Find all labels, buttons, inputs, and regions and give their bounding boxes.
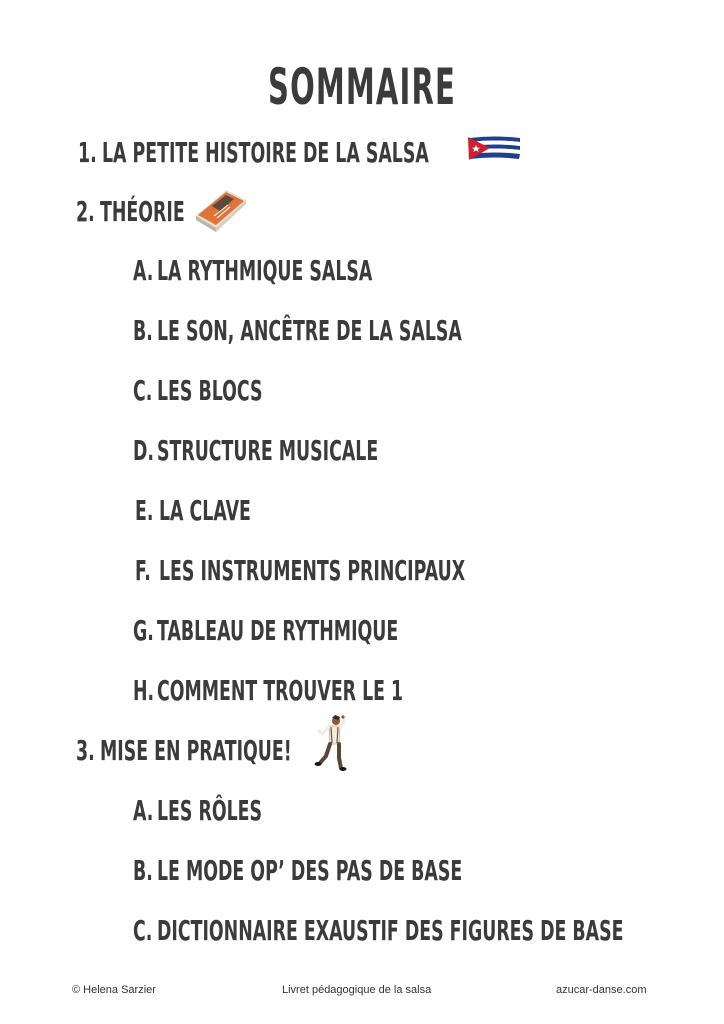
item-letter: A. — [133, 793, 154, 827]
toc-item-2e[interactable] — [135, 490, 307, 530]
footer-booklet-title: Livret pédagogique de la salsa — [282, 984, 432, 996]
toc-item-3a[interactable] — [133, 790, 326, 830]
item-letter: B. — [133, 853, 153, 887]
section-number: 3. — [76, 733, 95, 767]
section-label: LA PETITE HISTOIRE DE LA SALSA — [102, 135, 429, 169]
item-letter: C. — [133, 373, 153, 407]
section-number: 1. — [78, 135, 97, 169]
book-icon — [192, 186, 250, 238]
item-label: LES RÔLES — [157, 793, 263, 827]
toc-item-2f[interactable] — [135, 550, 653, 590]
cuban-flag-icon — [466, 135, 522, 167]
item-letter: B. — [133, 313, 153, 347]
toc-item-2c[interactable] — [133, 370, 327, 410]
item-label: STRUCTURE MUSICALE — [157, 433, 379, 467]
section-number: 2. — [76, 194, 95, 228]
page-title: SOMMAIRE — [268, 58, 456, 116]
toc-item-2b[interactable] — [133, 310, 649, 350]
item-label: TABLEAU DE RYTHMIQUE — [157, 613, 399, 647]
item-label: LA RYTHMIQUE SALSA — [157, 253, 373, 287]
toc-item-3b[interactable] — [133, 850, 649, 890]
item-letter: F. — [135, 553, 151, 587]
section-label: MISE EN PRATIQUE! — [100, 733, 292, 767]
toc-section-3[interactable] — [76, 730, 409, 770]
toc-section-1[interactable] — [78, 132, 629, 172]
toc-item-2d[interactable] — [133, 430, 514, 470]
section-label: THÉORIE — [100, 194, 185, 228]
toc-item-3c[interactable] — [133, 910, 724, 950]
toc-item-2h[interactable] — [133, 670, 554, 710]
item-label: LES BLOCS — [157, 373, 263, 407]
item-letter: D. — [133, 433, 155, 467]
item-letter: E. — [135, 493, 154, 527]
item-label: DICTIONNAIRE EXAUSTIF DES FIGURES DE BASE — [157, 913, 624, 947]
footer-website-link[interactable]: azucar-danse.com — [556, 984, 647, 996]
item-label: LE MODE OP’ DES PAS DE BASE — [157, 853, 463, 887]
toc-item-2a[interactable] — [133, 250, 504, 290]
toc-item-2g[interactable] — [133, 610, 546, 650]
item-letter: A. — [133, 253, 154, 287]
item-letter: C. — [133, 913, 153, 947]
item-label: LES INSTRUMENTS PRINCIPAUX — [159, 553, 466, 587]
item-label: COMMENT TROUVER LE 1 — [157, 673, 404, 707]
dancer-icon — [312, 714, 348, 776]
item-label: LE SON, ANCÊTRE DE LA SALSA — [157, 313, 462, 347]
item-letter: G. — [133, 613, 154, 647]
footer-copyright: © Helena Sarzier — [72, 984, 156, 996]
item-label: LA CLAVE — [159, 493, 251, 527]
item-letter: H. — [133, 673, 155, 707]
